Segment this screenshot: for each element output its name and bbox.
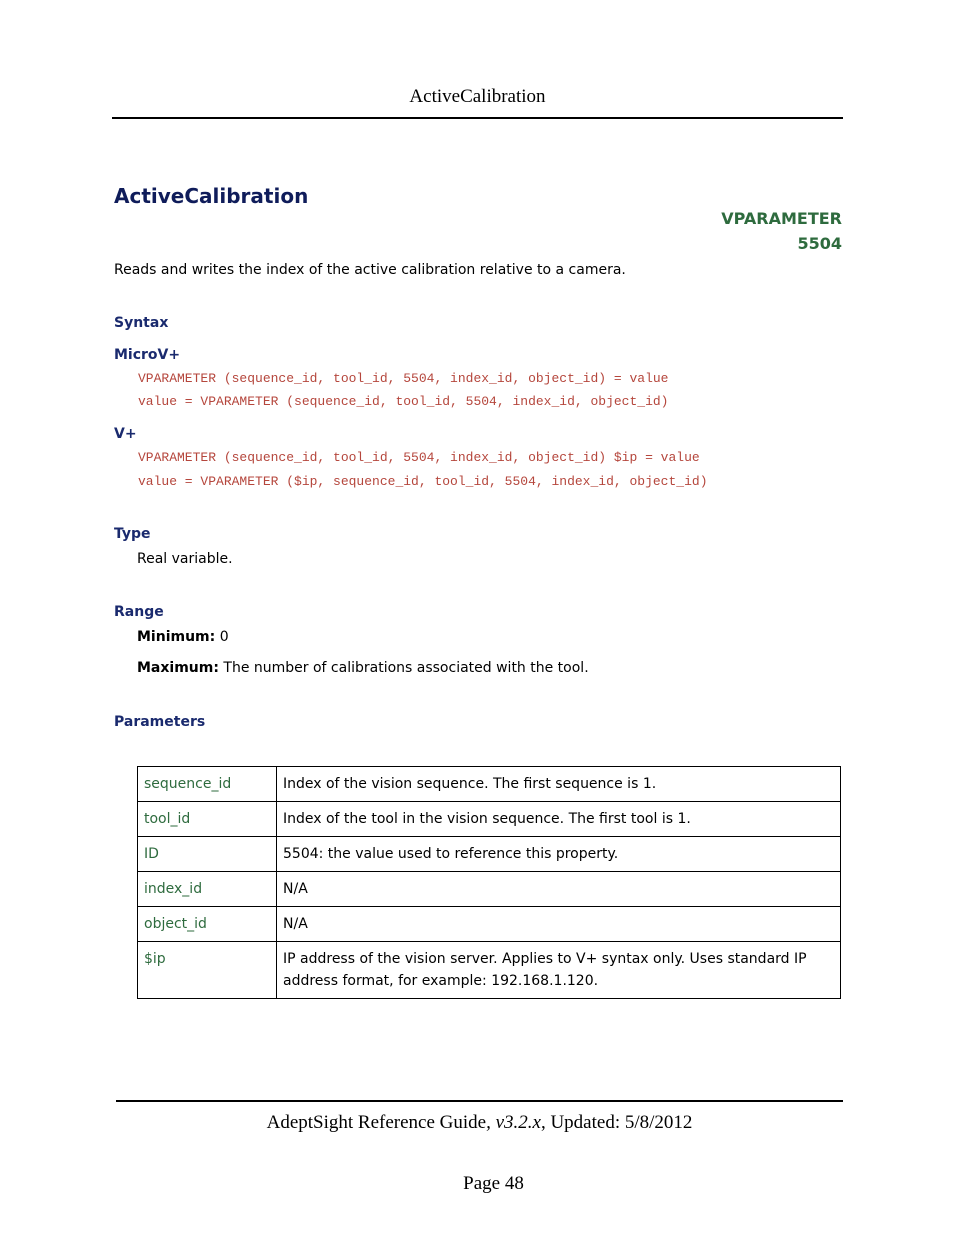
type-heading: Type bbox=[114, 526, 151, 542]
param-description: Index of the vision sequence. The first sequence is 1. bbox=[277, 767, 841, 802]
param-description: Index of the tool in the vision sequence. The first tool is 1. bbox=[277, 802, 841, 837]
footer-rule bbox=[116, 1100, 843, 1102]
minimum-label: Minimum: bbox=[137, 629, 216, 645]
param-name: tool_id bbox=[138, 802, 277, 837]
footer-guide-line bbox=[116, 1112, 843, 1134]
range-heading: Range bbox=[114, 604, 164, 620]
description: Reads and writes the index of the active calibration relative to a camera. bbox=[114, 262, 626, 278]
param-name: index_id bbox=[138, 872, 277, 907]
parameters-heading: Parameters bbox=[114, 714, 206, 730]
microv-code-line: value = VPARAMETER (sequence_id, tool_id, 5504, index_id, object_id) bbox=[138, 394, 669, 409]
table-row bbox=[138, 837, 841, 872]
range-maximum bbox=[137, 660, 589, 676]
table-row bbox=[138, 767, 841, 802]
page-title: ActiveCalibration bbox=[114, 184, 309, 208]
parameters-table bbox=[137, 766, 841, 999]
type-text: Real variable. bbox=[137, 551, 233, 567]
param-name: ID bbox=[138, 837, 277, 872]
range-minimum bbox=[137, 629, 229, 645]
vparameter-label: VPARAMETER bbox=[721, 209, 842, 228]
param-name: object_id bbox=[138, 907, 277, 942]
microv-heading: MicroV+ bbox=[114, 347, 181, 363]
table-row bbox=[138, 802, 841, 837]
page-number: Page 48 bbox=[463, 1173, 524, 1194]
maximum-value: The number of calibrations associated with the tool. bbox=[223, 660, 589, 676]
param-description: IP address of the vision server. Applies to V+ syntax only. Uses standard IP address format, for example: 192.168.1.120. bbox=[277, 942, 841, 999]
vparameter-number: 5504 bbox=[797, 234, 842, 253]
vplus-code-line: VPARAMETER (sequence_id, tool_id, 5504, index_id, object_id) $ip = value bbox=[138, 450, 700, 465]
vplus-heading: V+ bbox=[114, 426, 137, 442]
vplus-code-line: value = VPARAMETER ($ip, sequence_id, tool_id, 5504, index_id, object_id) bbox=[138, 474, 708, 489]
param-description: 5504: the value used to reference this property. bbox=[277, 837, 841, 872]
syntax-heading: Syntax bbox=[114, 315, 169, 331]
footer-version: , v3.2.x bbox=[486, 1112, 541, 1133]
header-rule bbox=[112, 117, 843, 119]
maximum-label: Maximum: bbox=[137, 660, 219, 676]
footer-guide-name: AdeptSight Reference Guide bbox=[266, 1112, 487, 1133]
table-row bbox=[138, 907, 841, 942]
footer-updated: , Updated: 5/8/2012 bbox=[540, 1112, 693, 1133]
table-row bbox=[138, 872, 841, 907]
minimum-value: 0 bbox=[219, 629, 229, 645]
param-description: N/A bbox=[277, 872, 841, 907]
running-header: ActiveCalibration bbox=[409, 86, 546, 107]
param-name: sequence_id bbox=[138, 767, 277, 802]
microv-code-line: VPARAMETER (sequence_id, tool_id, 5504, index_id, object_id) = value bbox=[138, 371, 669, 386]
table-row bbox=[138, 942, 841, 999]
param-description: N/A bbox=[277, 907, 841, 942]
param-name: $ip bbox=[138, 942, 277, 999]
